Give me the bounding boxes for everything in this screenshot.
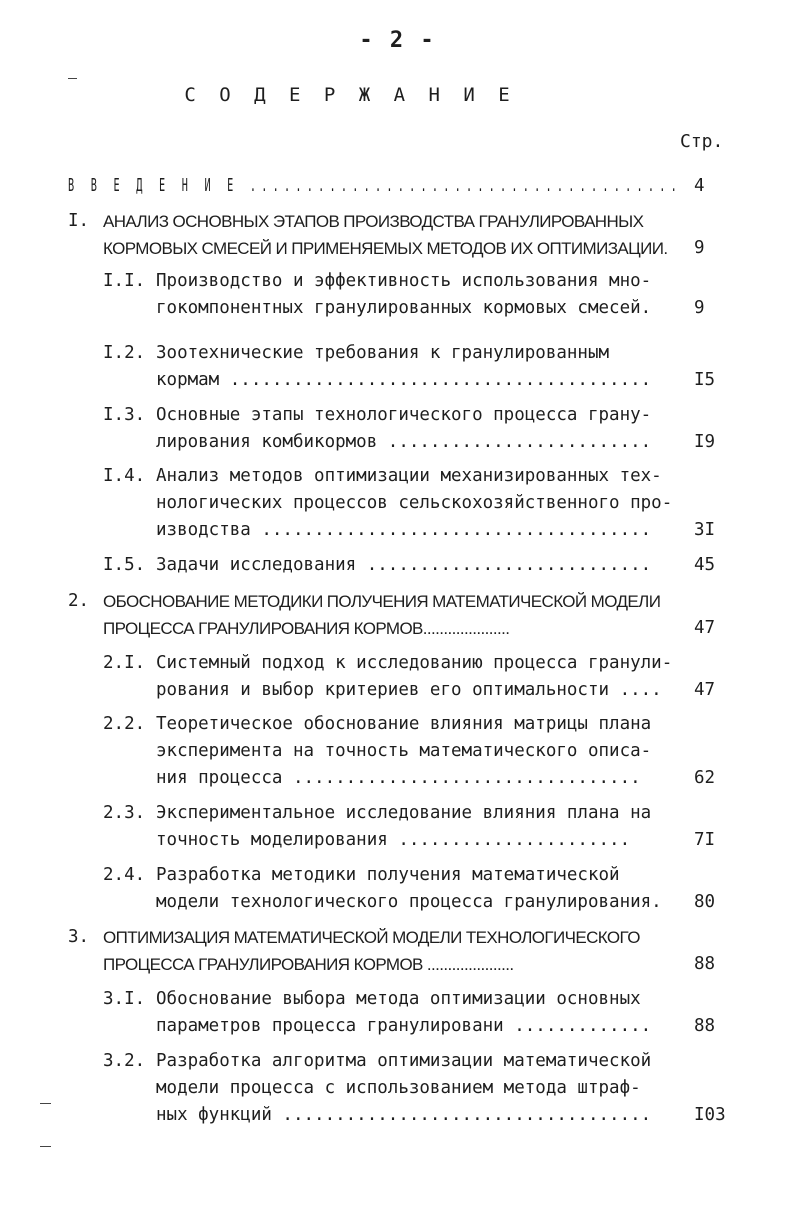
toc-entry-title-line: Анализ методов оптимизации механизированных тех- <box>156 466 662 486</box>
toc-entry-page: 4 <box>694 176 705 196</box>
toc-entry-page: I9 <box>694 432 716 452</box>
toc-entry-page: 88 <box>694 954 716 974</box>
toc-entry-page: 9 <box>694 298 705 318</box>
toc-entry-page: I03 <box>694 1105 726 1125</box>
toc-entry-page: 80 <box>694 892 716 912</box>
toc-entry-page: 7I <box>694 830 716 850</box>
toc-entry-number: I.I. <box>103 271 146 291</box>
toc-entry-title-line: параметров процесса гранулировани ............. <box>156 1016 652 1036</box>
toc-entry-page: 47 <box>694 680 716 700</box>
toc-entry-title-line: Зоотехнические требования к гранулированным <box>156 343 610 363</box>
toc-entry-title-line: АНАЛИЗ ОСНОВНЫХ ЭТАПОВ ПРОИЗВОДСТВА ГРАНУЛИРОВАННЫХ <box>103 212 644 231</box>
toc-entry-page: I5 <box>694 370 716 390</box>
toc-entry-title-line: КОРМОВЫХ СМЕСЕЙ И ПРИМЕНЯЕМЫХ МЕТОДОВ ИХ ОПТИМИЗАЦИИ. <box>103 239 668 258</box>
toc-entry-title-line: Системный подход к исследованию процесса гранули- <box>156 653 673 673</box>
toc-entry-page: 47 <box>694 618 716 638</box>
toc-entry-title-line: лирования комбикормов ......................... <box>156 432 652 452</box>
toc-entry-number: I. <box>68 211 90 231</box>
toc-entry-number: 2.3. <box>103 803 146 823</box>
toc-entry-title-line: Задачи исследования ........................... <box>156 555 652 575</box>
toc-entry-number: I.5. <box>103 555 146 575</box>
page-column-label: Стр. <box>680 131 724 152</box>
toc-entry-title-line: Теоретическое обоснование влияния матрицы плана <box>156 714 652 734</box>
toc-entry-title-line: Разработка алгоритма оптимизации математической <box>156 1051 652 1071</box>
toc-entry-number: 3. <box>68 927 90 947</box>
toc-entry-number: 2.2. <box>103 714 146 734</box>
toc-entry-title-line: Производство и эффективность использования мно- <box>156 271 652 291</box>
toc-entry-number: I.2. <box>103 343 146 363</box>
toc-entry-title-line: ОПТИМИЗАЦИЯ МАТЕМАТИЧЕСКОЙ МОДЕЛИ ТЕХНОЛОГИЧЕСКОГО <box>103 928 640 947</box>
margin-mark <box>40 1103 51 1104</box>
toc-entry-number: I.4. <box>103 466 146 486</box>
toc-entry-page: 9 <box>694 238 705 258</box>
toc-entry-title-line: ОБОСНОВАНИЕ МЕТОДИКИ ПОЛУЧЕНИЯ МАТЕМАТИЧЕСКОЙ МОДЕЛИ <box>103 592 661 611</box>
toc-entry-title-line: Обоснование выбора метода оптимизации основных <box>156 989 641 1009</box>
toc-entry-number: 2.I. <box>103 653 146 673</box>
toc-entry-title-line: Экспериментальное исследование влияния плана на <box>156 803 652 823</box>
toc-entry-title-line: Разработка методики получения математической <box>156 865 620 885</box>
toc-entry-title-line: точность моделирования ...................... <box>156 830 631 850</box>
toc-entry-title-line: нологических процессов сельскохозяйственного про- <box>156 493 673 513</box>
toc-entry-page: 45 <box>694 555 716 575</box>
toc-entry-title-line: модели процесса с использованием метода штраф- <box>156 1078 641 1098</box>
toc-entry-number: 2.4. <box>103 865 146 885</box>
toc-entry-title-line: ПРОЦЕССА ГРАНУЛИРОВАНИЯ КОРМОВ ..................... <box>103 955 514 974</box>
toc-entry-title-line: изводства ..................................... <box>156 520 652 540</box>
toc-entry-number: 2. <box>68 591 90 611</box>
toc-entry-title-line: модели технологического процесса гранулирования. <box>156 892 662 912</box>
margin-mark <box>40 1146 51 1147</box>
toc-entry-title-line: гокомпонентных гранулированных кормовых смесей. <box>156 298 652 318</box>
toc-entry-title-line: ных функций ................................... <box>156 1105 652 1125</box>
toc-entry-title-line: Основные этапы технологического процесса грану- <box>156 405 652 425</box>
toc-entry-title-line: ния процесса ................................. <box>156 768 641 788</box>
toc-entry-page: 3I <box>694 520 716 540</box>
margin-mark <box>68 78 77 79</box>
toc-entry-page: 88 <box>694 1016 716 1036</box>
toc-entry-title-line: эксперимента на точность математического описа- <box>156 741 652 761</box>
toc-entry-page: 62 <box>694 768 716 788</box>
page-number: - 2 - <box>359 28 436 53</box>
toc-entry-title-line: рования и выбор критериев его оптимальности .... <box>156 680 662 700</box>
toc-entry-number: 3.2. <box>103 1051 146 1071</box>
toc-entry-title-line: В В Е Д Е Н И Е ...................................... <box>68 176 682 196</box>
toc-entry-title-line: кормам ........................................ <box>156 370 652 390</box>
toc-entry-number: 3.I. <box>103 989 146 1009</box>
toc-entry-number: I.3. <box>103 405 146 425</box>
page-title: С О Д Е Р Ж А Н И Е <box>184 84 516 106</box>
toc-entry-title-line: ПРОЦЕССА ГРАНУЛИРОВАНИЯ КОРМОВ..................... <box>103 619 510 638</box>
